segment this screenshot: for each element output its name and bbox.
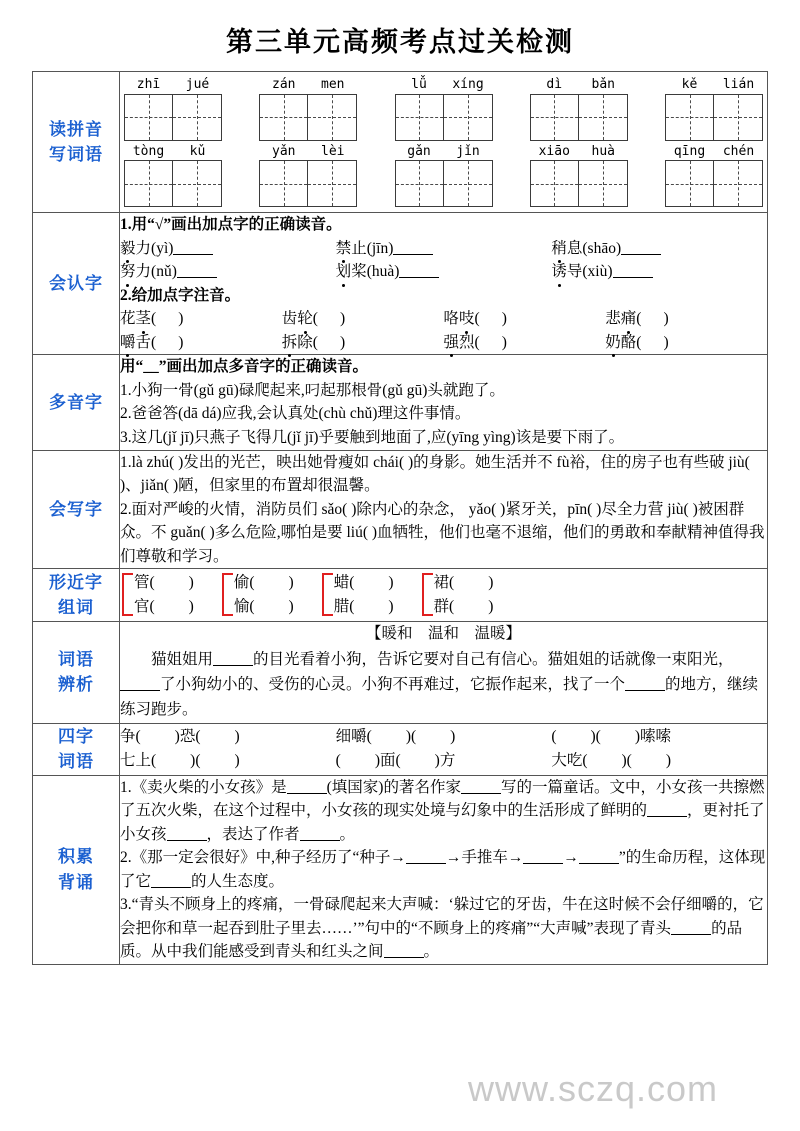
dotted-char: 拆 bbox=[282, 331, 298, 355]
content-xingjinzi bbox=[120, 569, 768, 622]
renzi-item: 齿轮( ) bbox=[282, 307, 444, 331]
pinyin-syllable: dì bbox=[546, 77, 563, 92]
content-duoyinzi bbox=[120, 355, 768, 450]
renzi-item: 悲痛( ) bbox=[605, 307, 767, 331]
label-renzi: 会认字 bbox=[33, 213, 120, 355]
xingjinzi-items bbox=[434, 571, 494, 618]
pinyin-word bbox=[665, 143, 763, 208]
text-part: 。 bbox=[339, 825, 356, 843]
sizi-item bbox=[120, 725, 336, 749]
dotted-char: 稍 bbox=[551, 237, 567, 261]
xingjinzi-pair bbox=[122, 571, 194, 618]
writing-box[interactable] bbox=[579, 94, 628, 141]
writing-box[interactable] bbox=[530, 94, 579, 141]
pinyin-word bbox=[530, 143, 628, 208]
text-part: 七上( bbox=[120, 752, 157, 770]
pinyin-syllable: zhī bbox=[136, 77, 161, 92]
cibian-options: 【暖和 温和 温暖】 bbox=[365, 625, 521, 643]
answer-blank[interactable] bbox=[621, 254, 661, 255]
pinyin-text bbox=[665, 143, 763, 161]
renzi-q1-title: 1.用“√”画出加点字的正确读音。 bbox=[120, 216, 342, 234]
label-xingjinzi-line2: 组词 bbox=[58, 598, 94, 618]
pinyin-text bbox=[395, 76, 493, 94]
xingjinzi-pair bbox=[422, 571, 494, 618]
pinyin-syllable: kǔ bbox=[189, 143, 206, 159]
label-duoyinzi: 多音字 bbox=[33, 355, 120, 450]
pinyin-word bbox=[530, 76, 628, 141]
duoyinzi-title: 用“__”画出加点多音字的正确读音。 bbox=[120, 358, 369, 376]
dotted-char: 嚼 bbox=[120, 331, 136, 355]
xingjinzi-items bbox=[134, 571, 194, 618]
char-label: 裙( bbox=[433, 574, 455, 592]
site-watermark: www.sczq.com bbox=[468, 1068, 719, 1109]
label-sizi bbox=[33, 723, 120, 775]
dotted-char: 奶 bbox=[605, 331, 621, 355]
renzi-item: 花茎( ) bbox=[120, 307, 282, 331]
writing-box[interactable] bbox=[395, 94, 444, 141]
content-renzi bbox=[120, 213, 768, 355]
dotted-char: 强 bbox=[444, 331, 460, 355]
renzi-item bbox=[120, 237, 336, 261]
answer-blank[interactable] bbox=[406, 863, 446, 864]
text-part: 的人生态度。 bbox=[191, 872, 285, 890]
pinyin-syllable: xíng bbox=[452, 77, 484, 92]
char-label: 愉( bbox=[233, 597, 255, 615]
sizi-row-1 bbox=[120, 725, 767, 749]
item-pinyin: (huà) bbox=[366, 263, 400, 281]
renzi-item bbox=[551, 260, 767, 284]
pinyin-syllable: men bbox=[321, 77, 345, 92]
text-part: 的目光看着小狗，告诉它要对自己有信心。猫姐姐的话就像一束阳光， bbox=[253, 651, 734, 669]
answer-blank[interactable] bbox=[393, 254, 433, 255]
text-part: )( bbox=[621, 752, 632, 770]
pinyin-text bbox=[530, 143, 628, 161]
renzi-q1-row1 bbox=[120, 237, 767, 261]
text-part: )方 bbox=[434, 752, 456, 770]
jilei-question-3 bbox=[120, 893, 767, 964]
pinyin-syllable: chén bbox=[722, 143, 755, 159]
pinyin-text bbox=[395, 143, 493, 161]
text-part: 写的一篇童话。文中，小女孩一共擦燃了五次火柴，在这个过程中，小女孩的现实处境与幻象中的生活形成了鲜明的 bbox=[120, 778, 765, 820]
writing-box-pair[interactable] bbox=[259, 94, 357, 141]
writing-box[interactable] bbox=[665, 160, 714, 207]
xingjinzi-bottom: 腊( ) bbox=[333, 597, 394, 615]
dotted-char: 痛 bbox=[621, 307, 637, 331]
dotted-char: 划 bbox=[336, 260, 352, 284]
writing-box[interactable] bbox=[444, 160, 493, 207]
sizi-item bbox=[336, 749, 552, 773]
red-bracket-icon bbox=[122, 573, 133, 616]
writing-box[interactable] bbox=[665, 94, 714, 141]
xingjinzi-top: 管( ) bbox=[134, 574, 194, 592]
answer-blank[interactable] bbox=[461, 793, 501, 794]
writing-box[interactable] bbox=[714, 94, 763, 141]
item-text: 烈 bbox=[459, 333, 475, 351]
pinyin-text bbox=[530, 76, 628, 94]
row-xingjinzi bbox=[33, 569, 768, 622]
text-part: 3.“青头不顾身上的疼痛，一骨碌爬起来大声喊：‘躲过它的牙齿，牛在这时候不会仔细嚼的，它会把你和草一起吞到肚子里去……’”句中的“不顾身上的疼痛”“大声喊”表现了青头 bbox=[120, 896, 764, 937]
content-jilei bbox=[120, 775, 768, 964]
writing-box-pair[interactable] bbox=[665, 160, 763, 207]
text-part: 1.《卖火柴的小女孩》是 bbox=[120, 778, 287, 796]
answer-blank[interactable] bbox=[613, 277, 653, 278]
label-jilei bbox=[33, 775, 120, 964]
pinyin-syllable: zán bbox=[272, 77, 296, 92]
dotted-char: 轮 bbox=[297, 307, 313, 331]
answer-blank[interactable] bbox=[300, 840, 340, 841]
writing-box[interactable] bbox=[124, 160, 173, 207]
writing-box[interactable] bbox=[308, 160, 357, 207]
item-text: 花 bbox=[120, 310, 136, 328]
label-cibian-line1: 词语 bbox=[58, 649, 94, 669]
writing-box-pair[interactable] bbox=[259, 160, 357, 207]
writing-box[interactable] bbox=[395, 160, 444, 207]
char-label: 群( bbox=[433, 597, 455, 615]
content-pinyin bbox=[120, 72, 768, 213]
sizi-item bbox=[336, 725, 552, 749]
pinyin-word bbox=[124, 76, 222, 141]
item-text: 酪 bbox=[620, 333, 637, 351]
row-renzi bbox=[33, 213, 768, 355]
char-label: 偷( bbox=[233, 574, 255, 592]
text-part: )( bbox=[590, 728, 601, 746]
row-xiezi bbox=[33, 450, 768, 569]
label-pinyin-line2: 写词语 bbox=[49, 145, 103, 165]
item-text: 桨 bbox=[351, 263, 367, 281]
text-part: ) bbox=[234, 728, 240, 746]
text-part: ) bbox=[665, 752, 672, 770]
worksheet-table bbox=[32, 71, 768, 965]
item-pinyin: (shāo) bbox=[582, 239, 622, 257]
pinyin-syllable: gǎn bbox=[407, 143, 431, 159]
item-text: 咯 bbox=[443, 310, 460, 328]
xingjinzi-bottom: 官( ) bbox=[134, 597, 194, 615]
text-part: ( bbox=[335, 752, 341, 770]
pinyin-syllable: lǚ bbox=[411, 77, 427, 92]
item-text: 齿 bbox=[281, 310, 298, 328]
text-part: →手推车→ bbox=[445, 849, 524, 867]
answer-blank[interactable] bbox=[579, 863, 619, 864]
pinyin-text bbox=[665, 76, 763, 94]
red-bracket-icon bbox=[422, 573, 433, 616]
xingjinzi-groups bbox=[120, 569, 767, 621]
answer-blank[interactable] bbox=[625, 690, 665, 691]
answer-blank[interactable] bbox=[671, 934, 711, 935]
xingjinzi-bottom: 群( ) bbox=[433, 597, 494, 615]
label-jilei-line1: 积累 bbox=[58, 847, 94, 867]
pinyin-syllable: yǎn bbox=[272, 143, 296, 159]
text-part: ，更衬托了小女孩 bbox=[120, 802, 765, 843]
pinyin-syllable: qīng bbox=[673, 143, 706, 159]
pinyin-syllable: tòng bbox=[132, 143, 165, 159]
item-text: 力 bbox=[135, 263, 152, 281]
label-cibian-line2: 辨析 bbox=[58, 675, 94, 695]
writing-box[interactable] bbox=[124, 94, 173, 141]
char-label: 蜡( bbox=[333, 574, 355, 592]
label-pinyin-line1: 读拼音 bbox=[49, 119, 103, 139]
label-xingjinzi-line1: 形近字 bbox=[49, 572, 103, 592]
item-text: 悲 bbox=[605, 310, 621, 328]
renzi-item: 拆除( ) bbox=[282, 331, 444, 355]
answer-blank[interactable] bbox=[647, 816, 687, 817]
pinyin-row-2 bbox=[124, 143, 763, 208]
writing-box[interactable] bbox=[259, 94, 308, 141]
content-sizi bbox=[120, 723, 768, 775]
pinyin-word bbox=[124, 143, 222, 208]
item-text: 除 bbox=[297, 333, 313, 351]
pinyin-syllable: bǎn bbox=[591, 77, 615, 92]
writing-box[interactable] bbox=[173, 94, 222, 141]
pinyin-word bbox=[259, 76, 357, 141]
answer-blank[interactable] bbox=[523, 863, 563, 864]
pinyin-syllable: huà bbox=[591, 143, 615, 159]
text-part: 。 bbox=[423, 943, 440, 961]
cibian-paragraph bbox=[120, 647, 767, 722]
text-part: 大吃( bbox=[551, 752, 588, 770]
renzi-item bbox=[336, 260, 552, 284]
item-text: 息 bbox=[566, 239, 583, 257]
pinyin-syllable: jǐn bbox=[456, 143, 480, 159]
duoyinzi-line: 1.小狗一骨(gǔ gū)碌爬起来,叼起那根骨(gǔ gū)头就跑了。 bbox=[120, 381, 505, 399]
label-jilei-line2: 背诵 bbox=[58, 872, 94, 892]
char-label: 管( bbox=[134, 574, 155, 592]
content-cibian bbox=[120, 622, 768, 723]
dotted-char: 吱 bbox=[459, 307, 475, 331]
writing-box[interactable] bbox=[259, 160, 308, 207]
pinyin-syllable: lèi bbox=[321, 143, 345, 159]
text-part: )面( bbox=[374, 752, 401, 770]
row-pinyin bbox=[33, 72, 768, 213]
renzi-q2-title: 2.给加点字注音。 bbox=[120, 286, 241, 304]
dotted-char: 茎 bbox=[136, 307, 152, 331]
pinyin-word bbox=[665, 76, 763, 141]
answer-blank[interactable] bbox=[167, 840, 207, 841]
text-part: )嗦嗦 bbox=[634, 728, 672, 746]
text-part: )( bbox=[405, 728, 417, 746]
pinyin-word bbox=[395, 143, 493, 208]
renzi-q1-row2 bbox=[120, 260, 767, 284]
sizi-item bbox=[551, 749, 767, 773]
item-text: 舌 bbox=[135, 333, 152, 351]
red-bracket-icon bbox=[322, 573, 333, 616]
writing-box[interactable] bbox=[714, 160, 763, 207]
row-sizi bbox=[33, 723, 768, 775]
writing-box-pair[interactable] bbox=[530, 160, 628, 207]
answer-blank[interactable] bbox=[151, 887, 191, 888]
renzi-item: 嚼舌( ) bbox=[120, 331, 282, 355]
duoyinzi-line: 3.这几(jǐ jī)只燕子飞得几(jǐ jī)乎要触到地面了,应(yīng yìng)该是要下雨了。 bbox=[120, 429, 625, 447]
pinyin-syllable: lián bbox=[722, 77, 755, 92]
text-part: ) bbox=[450, 728, 456, 746]
item-text: 导 bbox=[566, 263, 583, 281]
xiezi-line: 2.面对严峻的火情，消防员们 sǎo( )除内心的杂念， yǎo( )紧牙关，pīn( )尽全力营 jiù( )被困群众。不 guǎn( )多么危险,哪怕是要 liú( )血牺牲，他们也毫不退缩，他们的勇敢和奉献精神值得我们尊敬和学习。 bbox=[120, 500, 765, 565]
text-part: → bbox=[563, 849, 579, 867]
writing-box-pair[interactable] bbox=[665, 94, 763, 141]
label-pinyin bbox=[33, 72, 120, 213]
text-part: 的地方，继续练习跑步。 bbox=[120, 676, 759, 719]
text-part: 的品质。从中我们能感受到青头和红头之间 bbox=[120, 919, 743, 961]
dotted-char: 努 bbox=[120, 260, 136, 284]
text-part: 了小狗幼小的、受伤的心灵。小狗不再难过，它振作起来，找了一个 bbox=[160, 676, 626, 694]
renzi-item bbox=[336, 237, 552, 261]
renzi-item: 强烈( ) bbox=[444, 331, 606, 355]
writing-box-pair[interactable] bbox=[124, 94, 222, 141]
renzi-item: 咯吱( ) bbox=[444, 307, 606, 331]
text-part: (填国家)的著名作家 bbox=[326, 778, 461, 796]
row-cibian bbox=[33, 622, 768, 723]
label-cibian bbox=[33, 622, 120, 723]
pinyin-word bbox=[259, 143, 357, 208]
page-title: 第三单元高频考点过关检测 bbox=[226, 27, 574, 57]
dotted-char: 诱 bbox=[551, 260, 567, 284]
answer-blank[interactable] bbox=[120, 690, 160, 691]
text-part: )( bbox=[190, 752, 201, 770]
writing-box[interactable] bbox=[579, 160, 628, 207]
pinyin-syllable: xiāo bbox=[538, 143, 570, 159]
renzi-item bbox=[120, 260, 336, 284]
pinyin-grid bbox=[120, 72, 767, 212]
item-pinyin: (nǔ) bbox=[151, 263, 177, 281]
char-label: 腊( bbox=[333, 597, 355, 615]
writing-box[interactable] bbox=[530, 160, 579, 207]
text-part: 2.《那一定会很好》中,种子经历了“种子→ bbox=[120, 849, 406, 867]
xingjinzi-top: 裙( ) bbox=[433, 574, 494, 592]
renzi-item: 奶酪( ) bbox=[605, 331, 767, 355]
item-pinyin: (xiù) bbox=[582, 263, 613, 281]
row-duoyinzi bbox=[33, 355, 768, 450]
xingjinzi-bottom: 愉( ) bbox=[233, 597, 294, 615]
dotted-char: 毅 bbox=[120, 237, 136, 261]
writing-box[interactable] bbox=[444, 94, 493, 141]
label-sizi-line2: 词语 bbox=[58, 752, 94, 772]
xingjinzi-pair bbox=[322, 571, 394, 618]
pinyin-text bbox=[259, 143, 357, 161]
renzi-item bbox=[551, 237, 767, 261]
answer-blank[interactable] bbox=[213, 665, 253, 666]
row-jilei bbox=[33, 775, 768, 964]
answer-blank[interactable] bbox=[177, 277, 217, 278]
answer-blank[interactable] bbox=[399, 277, 439, 278]
content-xiezi bbox=[120, 450, 768, 569]
pinyin-text bbox=[124, 143, 222, 161]
writing-box-pair[interactable] bbox=[530, 94, 628, 141]
char-label: 官( bbox=[134, 597, 155, 615]
jilei-question-1 bbox=[120, 776, 767, 847]
duoyinzi-line: 2.爸爸答(dā dá)应我,会认真处(chù chǔ)理这件事情。 bbox=[120, 405, 471, 423]
text-part: )恐( bbox=[174, 728, 201, 746]
label-sizi-line1: 四字 bbox=[58, 726, 94, 746]
xingjinzi-pair bbox=[222, 571, 294, 618]
renzi-q2-row2 bbox=[120, 331, 767, 355]
item-pinyin: (yì) bbox=[151, 239, 174, 257]
writing-box-pair[interactable] bbox=[395, 160, 493, 207]
pinyin-text bbox=[124, 76, 222, 94]
text-part: ( bbox=[551, 728, 557, 746]
writing-box[interactable] bbox=[308, 94, 357, 141]
writing-box[interactable] bbox=[173, 160, 222, 207]
dotted-char: 禁 bbox=[336, 237, 352, 261]
text-part: ，表达了作者 bbox=[206, 825, 300, 843]
text-part: 争( bbox=[120, 728, 141, 746]
pinyin-row-1 bbox=[124, 76, 763, 141]
text-part: ) bbox=[234, 752, 240, 770]
answer-blank[interactable] bbox=[384, 957, 424, 958]
xiezi-line: 1.là zhú( )发出的光芒，映出她骨瘦如 chái( )的身影。她生活并不 fù裕，住的房子也有些破 jiù( )、jiǎn( )陋，但家里的布置却很温馨。 bbox=[120, 453, 750, 495]
renzi-q2-row1 bbox=[120, 307, 767, 331]
xingjinzi-items bbox=[234, 571, 294, 618]
xingjinzi-items bbox=[334, 571, 394, 618]
text-part: 细嚼( bbox=[335, 728, 372, 746]
answer-blank[interactable] bbox=[173, 254, 213, 255]
label-xiezi: 会写字 bbox=[33, 450, 120, 569]
pinyin-syllable: jué bbox=[185, 77, 210, 92]
pinyin-text bbox=[259, 76, 357, 94]
answer-blank[interactable] bbox=[287, 793, 327, 794]
jilei-question-2 bbox=[120, 846, 767, 893]
item-text: 力 bbox=[135, 239, 152, 257]
pinyin-syllable: kě bbox=[681, 77, 698, 92]
sizi-item bbox=[120, 749, 336, 773]
xingjinzi-top: 偷( ) bbox=[233, 574, 294, 592]
item-pinyin: (jīn) bbox=[366, 239, 394, 257]
pinyin-word bbox=[395, 76, 493, 141]
sizi-item bbox=[551, 725, 767, 749]
item-text: 止 bbox=[351, 239, 367, 257]
red-bracket-icon bbox=[222, 573, 233, 616]
xingjinzi-top: 蜡( ) bbox=[333, 574, 394, 592]
text-part: 猫姐姐用 bbox=[151, 651, 214, 669]
label-xingjinzi bbox=[33, 569, 120, 622]
writing-box-pair[interactable] bbox=[124, 160, 222, 207]
text-part: ”的生命历程，这体现了它 bbox=[120, 849, 766, 890]
sizi-row-2 bbox=[120, 749, 767, 773]
writing-box-pair[interactable] bbox=[395, 94, 493, 141]
